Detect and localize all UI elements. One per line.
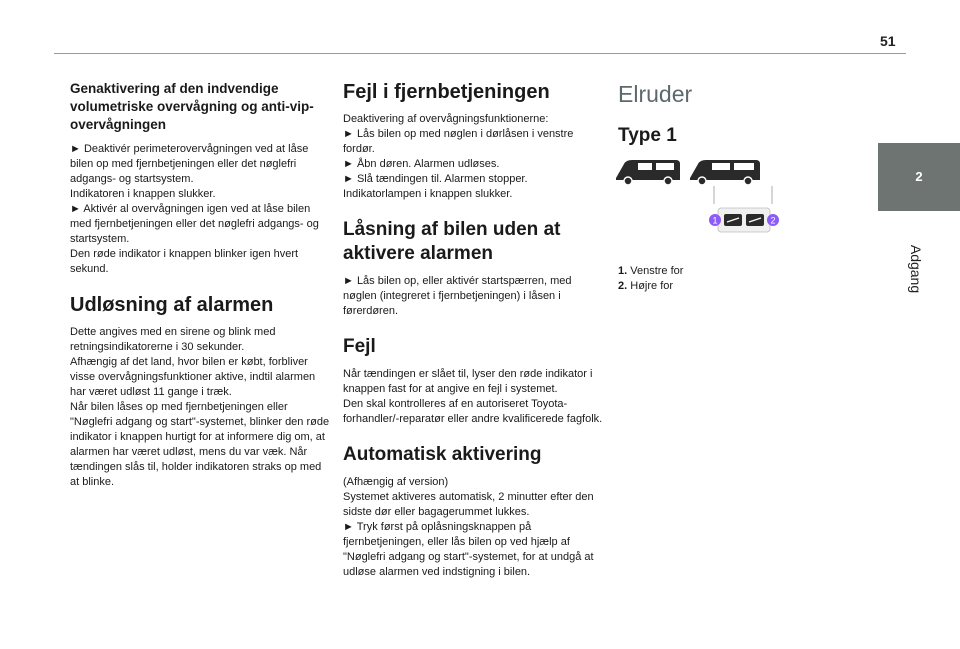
window-switch-figure — [614, 156, 784, 248]
legend-text: Venstre for — [630, 265, 684, 277]
legend-number: 1. — [618, 265, 628, 277]
legend-number: 2. — [618, 280, 628, 292]
section-body-fault: Når tændingen er slået til, lyser den røde indikator i knappen fast for at angive en fejl i systemet. Den skal kontrolleres af en autoriseret Toyota-forhandler/-reparatør eller andre kvalificerede fagfolk. — [343, 368, 603, 425]
column-right — [618, 80, 878, 294]
list-item — [618, 264, 878, 279]
legend-text: Højre for — [630, 280, 674, 292]
section-title-remote-fault: Fejl i fjernbetjeningen — [343, 81, 550, 103]
section-title-lock-without-alarm: Låsning af bilen uden at aktivere alarmen — [343, 219, 561, 264]
section-title-windows: Elruder — [618, 81, 693, 107]
section-body-reactivation: ► Deaktivér perimeterovervågningen ved at låse bilen op med fjernbetjeningen eller det nøglefri adgangs- og startsystem. Indikatoren i knappen slukker. ► Aktivér al overvågningen igen ved at låse bilen med fjernbetjeningen eller det nøglefri adgangs- og startsystem. Den røde indikator i knappen blinker igen hvert sekund. — [70, 143, 319, 275]
column-left — [70, 80, 330, 506]
callout-2-label: 2 — [770, 215, 776, 226]
chapter-tab[interactable] — [878, 143, 960, 211]
vehicle-window-illustration — [614, 156, 784, 248]
chapter-tab-label: Adgang — [908, 244, 924, 294]
section-title-auto-activation: Automatisk aktivering — [343, 444, 542, 465]
section-body-alarm-trigger: Dette angives med en sirene og blink med retningsindikatorerne i 30 sekunder. Afhængig af det land, hvor bilen er købt, forbliver visse overvågningsfunktioner aktive, indtil alarmen har været udløst 11 gange i træk. Når bilen låses op med fjernbetjeningen eller "Nøglefri adgang og start"-systemet, blinker den røde indikator i knappen hurtigt for at informere dig om, at alarmen har været udløst, mens du var væk. Når tændingen slås til, holder indikatoren straks op med at blinke. — [70, 326, 330, 488]
column-middle — [343, 80, 605, 596]
section-title-fault: Fejl — [343, 336, 376, 357]
page-number: 51 — [880, 33, 896, 49]
van-icon-short — [616, 160, 680, 185]
section-title-reactivation: Genaktivering af den indvendige volumetriske overvågning og anti-vip-overvågningen — [70, 81, 314, 132]
section-title-alarm-trigger: Udløsning af alarmen — [70, 294, 274, 316]
section-body-lock-without-alarm: ► Lås bilen op, eller aktivér startspærren, med nøglen (integreret i fjernbetjeningen) i låsen i førerdøren. — [343, 275, 572, 317]
header-rule — [54, 53, 906, 54]
chapter-tab-number: 2 — [915, 169, 923, 184]
van-icon-long — [690, 160, 760, 185]
callout-1-label: 1 — [712, 215, 718, 226]
window-switch-legend — [618, 264, 878, 294]
section-subtitle-type1: Type 1 — [618, 125, 677, 146]
list-item — [618, 279, 878, 294]
section-body-remote-fault: Deaktivering af overvågningsfunktionerne: ► Lås bilen op med nøglen i dørlåsen i venstre fordør. ► Åbn døren. Alarmen udløses. ► Slå tændingen til. Alarmen stopper. Indikatorlampen i knappen slukker. — [343, 113, 574, 200]
section-body-auto-activation: (Afhængig af version) Systemet aktiveres automatisk, 2 minutter efter den sidste dør eller bagagerummet lukkes. ► Tryk først på oplåsningsknappen på fjernbetjeningen, eller lås bilen op ved hjælp af "Nøglefri adgang og start"-systemet, for at undgå at udløse alarmen ved indstigning i bilen. — [343, 476, 594, 578]
